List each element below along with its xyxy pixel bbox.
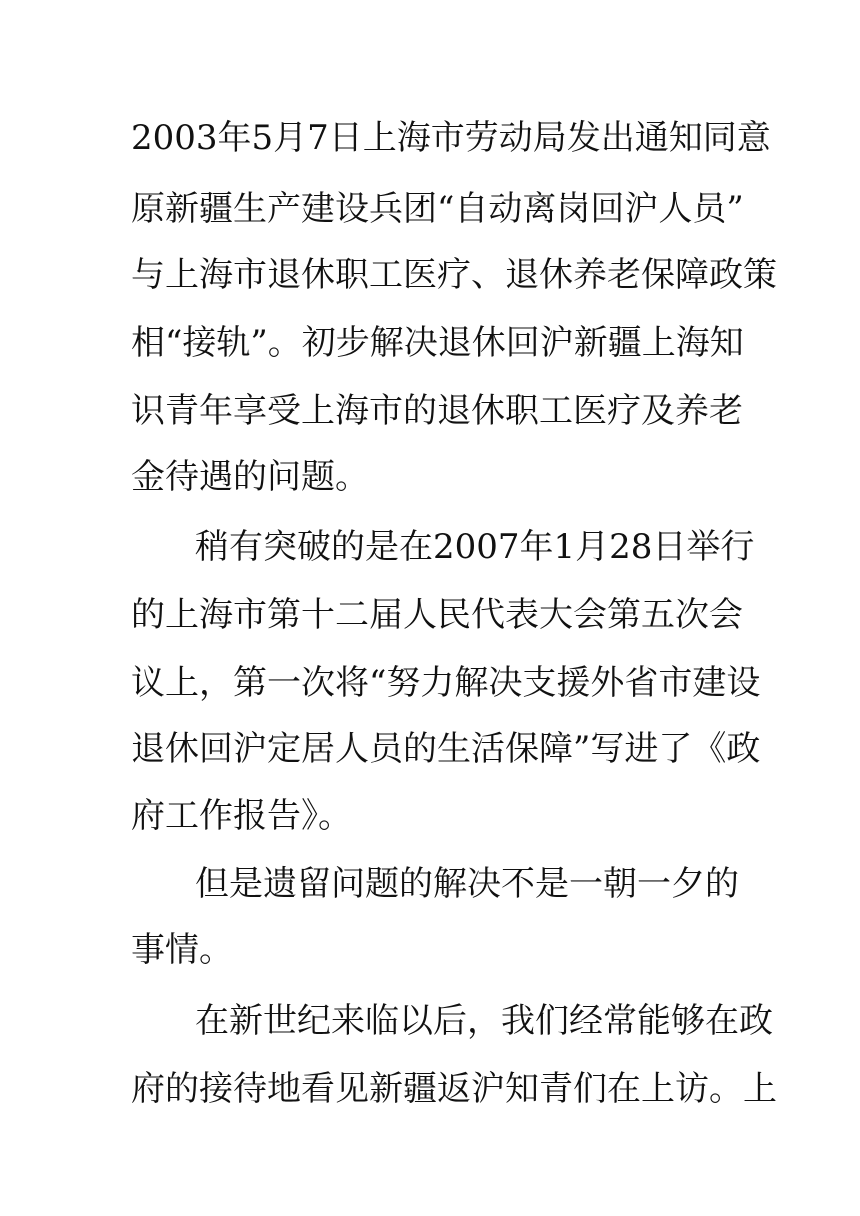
paragraph-first-line: 在新世纪来临以后，我们经常能够在政 <box>195 1001 773 1041</box>
text-line: 2003年5月7日上海市劳动局发出通知同意 <box>131 118 771 158</box>
paragraph-first-line: 稍有突破的是在2007年1月28日举行 <box>195 527 755 567</box>
text-line: 金待遇的问题。 <box>131 457 369 497</box>
text-line: 识青年享受上海市的退休职工医疗及养老 <box>131 391 743 431</box>
text-line: 府的接待地看见新疆返沪知青们在上访。上 <box>131 1069 777 1109</box>
text-line: 相“接轨”。初步解决退休回沪新疆上海知 <box>131 323 744 363</box>
text-line: 议上，第一次将“努力解决支援外省市建设 <box>131 663 761 703</box>
paragraph-first-line: 但是遗留问题的解决不是一朝一夕的 <box>195 864 739 904</box>
text-line: 事情。 <box>131 930 233 970</box>
text-line: 与上海市退休职工医疗、退休养老保障政策 <box>131 255 777 295</box>
text-line: 退休回沪定居人员的生活保障”写进了《政 <box>131 729 761 769</box>
text-line: 原新疆生产建设兵团“自动离岗回沪人员” <box>131 189 744 229</box>
text-line: 的上海市第十二届人民代表大会第五次会 <box>131 595 743 635</box>
text-line: 府工作报告》。 <box>131 796 352 836</box>
